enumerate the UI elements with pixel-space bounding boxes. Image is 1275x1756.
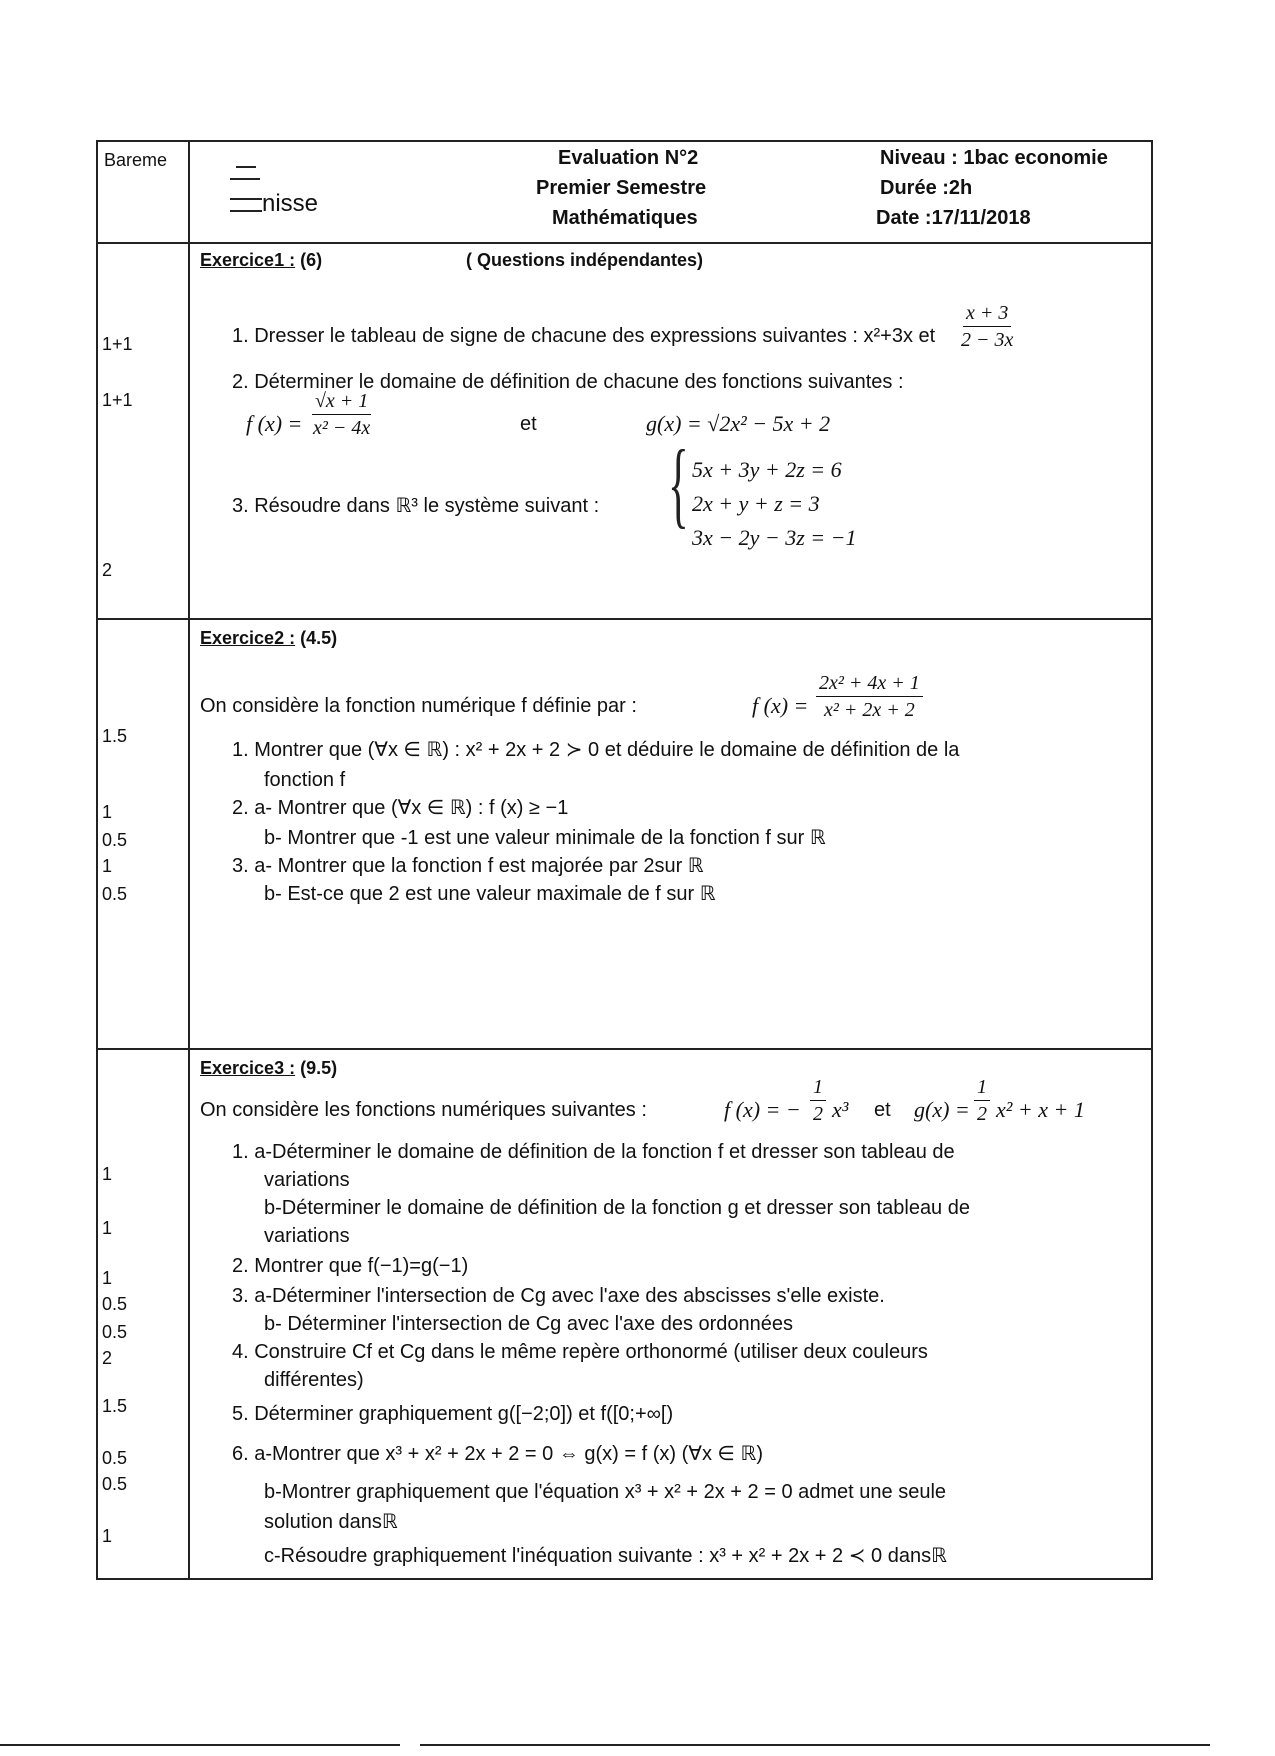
ex3-bareme-1: 1 bbox=[102, 1164, 113, 1184]
row-divider-header bbox=[96, 242, 1153, 244]
ex2-bareme-3: 0.5 bbox=[102, 830, 128, 850]
ex1-f-fraction bbox=[310, 388, 373, 441]
ex3-g-half-denominator: 2 bbox=[977, 1103, 987, 1125]
ex2-line-5: 3. a- Montrer que la fonction f est majorée par 2sur ℝ bbox=[232, 855, 704, 877]
logo-bar bbox=[236, 166, 256, 168]
ex2-line-3: 2. a- Montrer que (∀x ∈ ℝ) : f (x) ≥ −1 bbox=[232, 797, 569, 819]
ex1-et: et bbox=[520, 413, 537, 435]
ex1-question-3: 3. Résoudre dans ℝ³ le système suivant : bbox=[232, 495, 600, 517]
exercise3-points: (9.5) bbox=[300, 1058, 338, 1078]
ex2-f-fraction bbox=[816, 670, 923, 723]
table-left-border bbox=[96, 140, 98, 1580]
ex3-bareme-7: 1.5 bbox=[102, 1396, 128, 1416]
ex2-bareme-1: 1.5 bbox=[102, 726, 128, 746]
ex2-line-6: b- Est-ce que 2 est une valeur maximale de f sur ℝ bbox=[264, 883, 716, 905]
ex2-f-numerator: 2x² + 4x + 1 bbox=[816, 670, 923, 697]
ex3-line-9: différentes) bbox=[264, 1369, 364, 1391]
header-title-line-2: Premier Semestre bbox=[536, 177, 707, 199]
row-divider-ex1 bbox=[96, 618, 1153, 620]
ex3-line-5: 2. Montrer que f(−1)=g(−1) bbox=[232, 1255, 469, 1277]
ex3-f-half-numerator: 1 bbox=[810, 1074, 826, 1101]
ex1-bareme-2: 1+1 bbox=[102, 390, 133, 410]
ex2-f-denominator: x² + 2x + 2 bbox=[824, 699, 915, 721]
ex3-bareme-6: 2 bbox=[102, 1348, 113, 1368]
ex3-bareme-8: 0.5 bbox=[102, 1448, 128, 1468]
ex3-line-12: b-Montrer graphiquement que l'équation x³ + x² + 2x + 2 = 0 admet une seule bbox=[264, 1481, 947, 1503]
logo-bar bbox=[230, 198, 262, 200]
system-equation-1: 5x + 3y + 2z = 6 bbox=[692, 457, 842, 482]
logo-bar bbox=[230, 178, 260, 180]
ex3-f-rhs: x³ bbox=[832, 1097, 849, 1122]
exercise1-note: ( Questions indépendantes) bbox=[466, 250, 704, 270]
ex3-line-11: 6. a-Montrer que x³ + x² + 2x + 2 = 0 ⇔ g(x) = f (x) (∀x ∈ ℝ) bbox=[232, 1443, 763, 1465]
ex1-f-lhs: f (x) = bbox=[246, 411, 303, 436]
ex1-question-1: 1. Dresser le tableau de signe de chacune des expressions suivantes : x²+3x et bbox=[232, 325, 936, 347]
ex1-question-2: 2. Déterminer le domaine de définition de chacune des fonctions suivantes : bbox=[232, 371, 904, 393]
exercise2-title: Exercice2 : bbox=[200, 628, 296, 648]
system-brace: { bbox=[668, 430, 689, 537]
exercise2-points: (4.5) bbox=[300, 628, 338, 648]
ex3-bareme-10: 1 bbox=[102, 1526, 113, 1546]
ex3-line-14: c-Résoudre graphiquement l'inéquation suivante : x³ + x² + 2x + 2 ≺ 0 dansℝ bbox=[264, 1545, 947, 1567]
system-equation-2: 2x + y + z = 3 bbox=[692, 491, 820, 516]
bottom-scan-line bbox=[420, 1744, 1210, 1746]
exercise1-heading bbox=[200, 248, 322, 272]
ex3-f-lhs: f (x) = − bbox=[724, 1097, 801, 1122]
ex1-f-numerator: √x + 1 bbox=[312, 388, 371, 415]
header-date: Date :17/11/2018 bbox=[876, 207, 1031, 229]
header-niveau: Niveau : 1bac economie bbox=[880, 147, 1108, 169]
ex3-g-lhs: g(x) = bbox=[914, 1097, 970, 1122]
table-top-border bbox=[96, 140, 1153, 142]
ex1-q1-fraction-numerator: x + 3 bbox=[963, 300, 1011, 327]
ex3-line-2: variations bbox=[264, 1169, 350, 1191]
ex1-q1-fraction bbox=[958, 300, 1016, 353]
ex3-bareme-9: 0.5 bbox=[102, 1474, 128, 1494]
ex3-line-7: b- Déterminer l'intersection de Cg avec l'axe des ordonnées bbox=[264, 1313, 794, 1335]
exercise3-heading bbox=[200, 1056, 337, 1080]
ex3-bareme-4: 0.5 bbox=[102, 1294, 128, 1314]
ex2-bareme-2: 1 bbox=[102, 802, 113, 822]
ex2-bareme-4: 1 bbox=[102, 856, 113, 876]
system-equation-3: 3x − 2y − 3z = −1 bbox=[692, 525, 857, 550]
row-divider-ex2 bbox=[96, 1048, 1153, 1050]
ex1-bareme-1: 1+1 bbox=[102, 334, 133, 354]
ex3-et: et bbox=[874, 1099, 891, 1121]
ex3-line-3: b-Déterminer le domaine de définition de la fonction g et dresser son tableau de bbox=[264, 1197, 970, 1219]
ex2-bareme-5: 0.5 bbox=[102, 884, 128, 904]
ex3-bareme-2: 1 bbox=[102, 1218, 113, 1238]
ex3-line-13: solution dansℝ bbox=[264, 1511, 398, 1533]
exam-sheet bbox=[96, 140, 1153, 1580]
logo bbox=[214, 158, 364, 228]
ex3-line-1: 1. a-Déterminer le domaine de définition de la fonction f et dresser son tableau de bbox=[232, 1141, 955, 1163]
ex1-q1-fraction-denominator: 2 − 3x bbox=[961, 329, 1014, 351]
ex2-line-2: fonction f bbox=[264, 769, 346, 791]
ex3-g-half-fraction bbox=[974, 1074, 990, 1127]
bareme-label: Bareme bbox=[104, 150, 168, 170]
ex2-intro: On considère la fonction numérique f définie par : bbox=[200, 695, 637, 717]
ex3-f-half-fraction bbox=[810, 1074, 826, 1127]
ex3-bareme-3: 1 bbox=[102, 1268, 113, 1288]
ex2-f-lhs: f (x) = bbox=[752, 693, 809, 718]
ex1-f-denominator: x² − 4x bbox=[313, 417, 371, 439]
ex3-bareme-5: 0.5 bbox=[102, 1322, 128, 1342]
header-duree: Durée :2h bbox=[880, 177, 973, 199]
logo-bar bbox=[230, 210, 262, 212]
exercise3-title: Exercice3 : bbox=[200, 1058, 296, 1078]
logo-text: nisse bbox=[262, 190, 319, 217]
ex3-g-half-numerator: 1 bbox=[974, 1074, 990, 1101]
exercise1-title: Exercice1 : bbox=[200, 250, 296, 270]
ex2-line-1: 1. Montrer que (∀x ∈ ℝ) : x² + 2x + 2 ≻ 0 et déduire le domaine de définition de la bbox=[232, 739, 960, 761]
ex1-bareme-3: 2 bbox=[102, 560, 113, 580]
ex3-line-8: 4. Construire Cf et Cg dans le même repère orthonormé (utiliser deux couleurs bbox=[232, 1341, 928, 1363]
ex1-g-definition: g(x) = √2x² − 5x + 2 bbox=[646, 411, 831, 436]
table-right-border bbox=[1151, 140, 1153, 1580]
bareme-column-divider bbox=[188, 140, 190, 1580]
header-title-line-1: Evaluation N°2 bbox=[558, 147, 699, 169]
ex3-line-6: 3. a-Déterminer l'intersection de Cg avec l'axe des abscisses s'elle existe. bbox=[232, 1285, 885, 1307]
header-title-line-3: Mathématiques bbox=[552, 207, 698, 229]
bottom-scan-line bbox=[0, 1744, 400, 1746]
ex3-line-4: variations bbox=[264, 1225, 350, 1247]
ex3-f-half-denominator: 2 bbox=[813, 1103, 823, 1125]
ex3-line-10: 5. Déterminer graphiquement g([−2;0]) et f([0;+∞[) bbox=[232, 1403, 674, 1425]
table-bottom-border bbox=[96, 1578, 1153, 1580]
ex2-line-4: b- Montrer que -1 est une valeur minimale de la fonction f sur ℝ bbox=[264, 827, 826, 849]
exercise1-points: (6) bbox=[300, 250, 323, 270]
ex3-intro: On considère les fonctions numériques suivantes : bbox=[200, 1099, 647, 1121]
exercise2-heading bbox=[200, 626, 337, 650]
ex3-g-rhs: x² + x + 1 bbox=[996, 1097, 1085, 1122]
